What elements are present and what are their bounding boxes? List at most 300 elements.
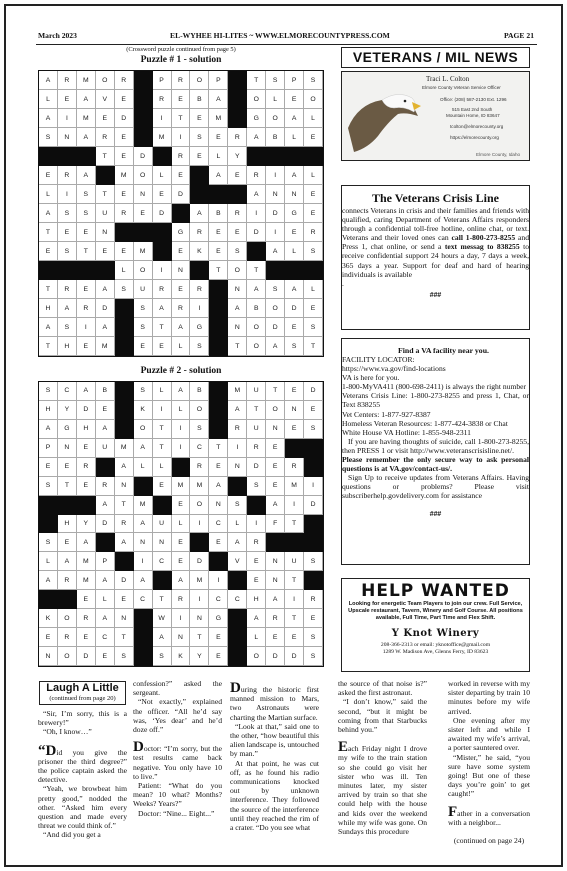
va-signup-note: Sign Up to receive updates from Veterans Affairs. Having questions or problems? Please visit subscriberhelp.govdelivery.com for assistance — [342, 473, 529, 501]
grid-cell: I — [153, 261, 172, 280]
black-square — [134, 90, 153, 109]
crisis-phone: call 1-800-273-8255 — [451, 233, 516, 243]
grid-cell: A — [77, 382, 96, 401]
grid-cell: T — [153, 439, 172, 458]
grid-cell: M — [77, 571, 96, 590]
grid-cell: E — [115, 128, 134, 147]
grid-cell: T — [115, 628, 134, 647]
va-facility-line: FACILITY LOCATOR: — [342, 355, 415, 364]
grid-cell: M — [96, 337, 115, 356]
grid-cell: A — [190, 204, 209, 223]
black-square — [58, 261, 77, 280]
black-square — [209, 318, 228, 337]
black-square — [96, 533, 115, 552]
grid-cell: A — [285, 280, 304, 299]
grid-cell: L — [285, 242, 304, 261]
grid-cell: M — [115, 166, 134, 185]
grid-cell: E — [96, 647, 115, 666]
continued-note: (continued on page 24) — [453, 836, 525, 846]
black-square — [209, 185, 228, 204]
grid-cell: R — [266, 609, 285, 628]
black-square — [304, 533, 323, 552]
grid-cell: K — [134, 401, 153, 420]
grid-cell: I — [153, 109, 172, 128]
grid-cell: H — [39, 299, 58, 318]
grid-cell: E — [304, 299, 323, 318]
va-facility-box — [341, 338, 530, 565]
black-square — [247, 242, 266, 261]
grid-cell: R — [58, 571, 77, 590]
grid-cell: E — [209, 128, 228, 147]
joke-brewery-reply: “Oh, I know…” — [43, 727, 92, 737]
black-square — [209, 420, 228, 439]
grid-cell: R — [77, 458, 96, 477]
grid-cell: I — [209, 571, 228, 590]
grid-cell: R — [247, 533, 266, 552]
grid-cell: Y — [190, 647, 209, 666]
black-square — [209, 337, 228, 356]
grid-cell: E — [304, 128, 323, 147]
grid-cell: Y — [58, 401, 77, 420]
grid-cell: A — [96, 318, 115, 337]
black-square — [285, 147, 304, 166]
dropcap-d: “D — [38, 742, 57, 759]
grid-cell: E — [228, 223, 247, 242]
grid-cell: N — [39, 647, 58, 666]
grid-cell: S — [304, 318, 323, 337]
joke-detective-1: id you give the prisoner the third degree?” the police captain asked the detective. — [38, 747, 127, 785]
grid-cell: A — [39, 318, 58, 337]
winery-address: 1289 W. Madison Ave, Glenns Ferry, ID 83623 — [382, 648, 489, 655]
grid-cell: O — [58, 647, 77, 666]
grid-cell: A — [209, 90, 228, 109]
grid-cell: D — [266, 204, 285, 223]
grid-cell: E — [209, 458, 228, 477]
black-square — [209, 299, 228, 318]
grid-cell: D — [77, 401, 96, 420]
joke-train-1: ach Friday night I drove my wife to the train station so she could go visit her sister who was ill. Ten minutes later, my sister arrived by train so that she could help with the house and kids over the weekend while my wife was gone. On Sundays this procedure — [338, 744, 427, 837]
grid-cell: E — [134, 337, 153, 356]
grid-cell: A — [153, 628, 172, 647]
grid-cell: R — [190, 223, 209, 242]
grid-cell: S — [304, 628, 323, 647]
grid-cell: N — [58, 439, 77, 458]
grid-cell: I — [190, 515, 209, 534]
grid-cell: A — [39, 109, 58, 128]
va-end-mark: ### — [429, 508, 442, 518]
grid-cell: E — [209, 647, 228, 666]
grid-cell: L — [304, 109, 323, 128]
grid-cell: E — [285, 628, 304, 647]
grid-cell: O — [190, 496, 209, 515]
grid-cell: R — [247, 439, 266, 458]
grid-cell: S — [153, 647, 172, 666]
grid-cell: R — [153, 280, 172, 299]
black-square — [39, 147, 58, 166]
grid-cell: R — [96, 128, 115, 147]
grid-cell: A — [77, 128, 96, 147]
va-facility-lines — [342, 355, 529, 455]
grid-cell: E — [153, 477, 172, 496]
grid-cell: E — [285, 223, 304, 242]
joke-train-4: “Mister,” he said, “you sure have some system going! But one of these days you’re goin’ to get caught!” — [448, 752, 530, 799]
grid-cell: G — [58, 420, 77, 439]
black-square — [228, 109, 247, 128]
black-square — [228, 571, 247, 590]
va-secure-note: Please remember the only secure way to ask personal questions is at VA.gov/contact-us/. — [342, 455, 529, 474]
grid-cell: N — [228, 318, 247, 337]
grid-cell: E — [285, 90, 304, 109]
grid-cell: E — [134, 204, 153, 223]
grid-cell: L — [115, 261, 134, 280]
grid-cell: S — [285, 337, 304, 356]
grid-cell: I — [172, 420, 191, 439]
grid-cell: N — [115, 609, 134, 628]
grid-cell: D — [115, 109, 134, 128]
grid-cell: I — [228, 439, 247, 458]
black-square — [228, 90, 247, 109]
grid-cell: E — [209, 628, 228, 647]
grid-cell: A — [39, 71, 58, 90]
grid-cell: V — [228, 552, 247, 571]
grid-cell: T — [247, 401, 266, 420]
grid-cell: T — [285, 609, 304, 628]
joke-detective-2: “Yeah, we browbeat him pretty good,” nodded the other. “Asked him every question and made every threat we could think of.” — [38, 784, 127, 831]
grid-cell: G — [209, 609, 228, 628]
black-square — [134, 628, 153, 647]
joke-mars-2: “Look at that,” said one to the other, “how beautiful this alien landscape is, untouched by man.” — [230, 721, 319, 759]
grid-cell: S — [77, 204, 96, 223]
black-square — [228, 71, 247, 90]
officer-website[interactable]: https://elmorecounty.org — [450, 135, 499, 140]
grid-cell: M — [228, 382, 247, 401]
grid-cell: T — [153, 318, 172, 337]
grid-cell: R — [115, 515, 134, 534]
joke-mars-4: the source of that noise is?” asked the first astronaut. — [338, 679, 427, 698]
officer-email[interactable]: tcolton@elmorecounty.org — [450, 124, 504, 129]
grid-cell: B — [209, 204, 228, 223]
va-facility-line: Vet Centers: 1-877-927-8387 — [342, 409, 431, 419]
grid-cell: D — [115, 571, 134, 590]
black-square — [209, 401, 228, 420]
grid-cell: U — [96, 204, 115, 223]
grid-cell: E — [266, 477, 285, 496]
grid-cell: S — [58, 242, 77, 261]
grid-cell: E — [266, 628, 285, 647]
joke-mars-3: At that point, he was cut off, as he found his radio communications knocked out by unknown interference. They followed the source of the interference until they reached the rim of a crater. “Do you see what — [230, 758, 319, 833]
joke-father-1: ather in a conversation with a neighbor... — [448, 808, 530, 827]
grid-cell: C — [209, 590, 228, 609]
black-square — [115, 318, 134, 337]
grid-cell: D — [304, 382, 323, 401]
grid-cell: H — [247, 590, 266, 609]
grid-cell: E — [172, 90, 191, 109]
grid-cell: D — [266, 318, 285, 337]
grid-cell: B — [266, 128, 285, 147]
grid-cell: E — [228, 166, 247, 185]
grid-cell: E — [172, 533, 191, 552]
black-square — [209, 552, 228, 571]
grid-cell: L — [172, 337, 191, 356]
black-square — [304, 458, 323, 477]
grid-cell: E — [77, 628, 96, 647]
grid-cell: S — [134, 318, 153, 337]
grid-cell: E — [96, 401, 115, 420]
dropcap-d-2: D — [133, 739, 144, 756]
grid-cell: I — [247, 204, 266, 223]
grid-cell: L — [247, 628, 266, 647]
black-square — [247, 496, 266, 515]
grid-cell: R — [77, 609, 96, 628]
joke-detective-4: confession?” asked the sergeant. — [133, 679, 222, 698]
grid-cell: E — [77, 223, 96, 242]
grid-cell: E — [190, 147, 209, 166]
grid-cell: S — [228, 242, 247, 261]
va-facility-line: If you are having thoughts of suicide, call 1-800-273-8255, then PRESS 1 or visit http://www.veteranscrisisline.net/. — [342, 436, 529, 455]
grid-cell: U — [247, 382, 266, 401]
black-square — [172, 458, 191, 477]
grid-cell: T — [39, 280, 58, 299]
black-square — [153, 496, 172, 515]
grid-cell: L — [39, 90, 58, 109]
grid-cell: T — [209, 261, 228, 280]
veterans-banner-title: VETERANS / MIL NEWS — [352, 49, 519, 65]
grid-cell: A — [39, 204, 58, 223]
officer-name: Traci L. Colton — [426, 75, 470, 83]
grid-cell: E — [209, 242, 228, 261]
grid-cell: R — [58, 628, 77, 647]
grid-cell: D — [304, 496, 323, 515]
dropcap-e: E — [338, 739, 349, 756]
va-facility-title: Find a VA facility near you. — [398, 346, 489, 355]
grid-cell: E — [115, 90, 134, 109]
grid-cell: E — [115, 590, 134, 609]
grid-cell: I — [247, 515, 266, 534]
grid-cell: E — [77, 337, 96, 356]
grid-cell: E — [77, 439, 96, 458]
grid-cell: A — [266, 337, 285, 356]
grid-cell: E — [209, 533, 228, 552]
grid-cell: N — [266, 420, 285, 439]
grid-cell: A — [209, 166, 228, 185]
grid-cell: C — [96, 628, 115, 647]
grid-cell: E — [172, 166, 191, 185]
grid-cell: E — [39, 242, 58, 261]
grid-cell: E — [304, 185, 323, 204]
grid-cell: N — [58, 128, 77, 147]
laugh-column-1 — [38, 709, 127, 840]
grid-cell: O — [247, 90, 266, 109]
grid-cell: R — [228, 204, 247, 223]
grid-cell: T — [58, 477, 77, 496]
black-square — [285, 439, 304, 458]
grid-cell: D — [247, 223, 266, 242]
grid-cell: T — [153, 420, 172, 439]
grid-cell: A — [247, 609, 266, 628]
header-rule — [36, 44, 537, 45]
grid-cell: R — [153, 90, 172, 109]
grid-cell: E — [172, 280, 191, 299]
grid-cell: A — [96, 280, 115, 299]
grid-cell: G — [285, 204, 304, 223]
grid-cell: R — [228, 128, 247, 147]
grid-cell: R — [172, 590, 191, 609]
grid-cell: I — [172, 439, 191, 458]
dropcap-f: F — [448, 803, 458, 820]
grid-cell: S — [304, 552, 323, 571]
grid-cell: O — [266, 299, 285, 318]
grid-cell: M — [285, 477, 304, 496]
grid-cell: L — [304, 166, 323, 185]
grid-cell: O — [247, 647, 266, 666]
grid-cell: T — [247, 71, 266, 90]
grid-cell: E — [172, 552, 191, 571]
black-square — [134, 609, 153, 628]
grid-cell: W — [153, 609, 172, 628]
grid-cell: H — [58, 337, 77, 356]
grid-cell: A — [77, 533, 96, 552]
publication-title: EL-WYHEE HI-LITES ~ WWW.ELMORECOUNTYPRESS.COM — [170, 31, 390, 40]
grid-cell: M — [77, 552, 96, 571]
va-facility-line: 1-800-MyVA411 (800-698-2411) is always the right number — [342, 382, 527, 392]
black-square — [153, 147, 172, 166]
grid-cell: A — [266, 496, 285, 515]
grid-cell: T — [285, 571, 304, 590]
grid-cell: S — [58, 204, 77, 223]
grid-cell: B — [190, 382, 209, 401]
black-square — [39, 261, 58, 280]
laugh-column-5 — [448, 679, 530, 845]
black-square — [134, 71, 153, 90]
black-square — [190, 185, 209, 204]
grid-cell: M — [209, 109, 228, 128]
grid-cell: R — [115, 71, 134, 90]
grid-cell: A — [228, 533, 247, 552]
grid-cell: E — [77, 590, 96, 609]
grid-cell: S — [304, 71, 323, 90]
grid-cell: A — [266, 242, 285, 261]
grid-cell: D — [285, 299, 304, 318]
grid-cell: D — [190, 552, 209, 571]
grid-cell: A — [153, 299, 172, 318]
grid-cell: E — [39, 166, 58, 185]
black-square — [190, 166, 209, 185]
grid-cell: N — [190, 609, 209, 628]
grid-cell: N — [285, 185, 304, 204]
grid-cell: A — [77, 166, 96, 185]
crossword-continued-note: (Crossword puzzle continued from page 5) — [126, 46, 236, 53]
help-wanted-ad — [341, 578, 530, 672]
laugh-column-3 — [230, 680, 319, 833]
crisis-body-1: connects Veterans in crisis and their families and friends with qualified, caring Department of Veterans Affairs responders through a confidential toll-free hotline, online chat, or text. Veterans and their loved ones can — [342, 206, 529, 243]
grid-cell: A — [134, 439, 153, 458]
grid-cell: E — [96, 242, 115, 261]
black-square — [134, 128, 153, 147]
grid-cell: K — [172, 647, 191, 666]
grid-cell: I — [58, 185, 77, 204]
grid-cell: S — [304, 420, 323, 439]
officer-role: Elmore County Veteran Service Officer — [422, 85, 501, 90]
black-square — [39, 496, 58, 515]
grid-cell: R — [58, 280, 77, 299]
grid-cell: S — [228, 496, 247, 515]
grid-cell: N — [172, 261, 191, 280]
grid-cell: T — [209, 439, 228, 458]
grid-cell: S — [304, 647, 323, 666]
grid-cell: N — [228, 458, 247, 477]
black-square — [115, 401, 134, 420]
grid-cell: S — [134, 299, 153, 318]
grid-cell: S — [115, 647, 134, 666]
grid-cell: L — [39, 552, 58, 571]
grid-cell: M — [134, 496, 153, 515]
laugh-header-box — [39, 681, 126, 705]
black-square — [304, 571, 323, 590]
black-square — [58, 147, 77, 166]
grid-cell: O — [247, 337, 266, 356]
grid-cell: P — [96, 552, 115, 571]
grid-cell: N — [153, 533, 172, 552]
grid-cell: M — [172, 477, 191, 496]
grid-cell: B — [96, 382, 115, 401]
grid-cell: A — [247, 185, 266, 204]
grid-cell: A — [134, 515, 153, 534]
grid-cell: A — [58, 552, 77, 571]
crisis-end-mark: ### — [429, 289, 442, 299]
grid-cell: T — [39, 337, 58, 356]
crisis-line-title: The Veterans Crisis Line — [371, 191, 499, 205]
black-square — [228, 628, 247, 647]
grid-cell: L — [153, 382, 172, 401]
grid-cell: L — [153, 458, 172, 477]
grid-cell: T — [266, 382, 285, 401]
black-square — [172, 204, 191, 223]
black-square — [153, 571, 172, 590]
grid-cell: S — [58, 318, 77, 337]
grid-cell: C — [190, 439, 209, 458]
grid-cell: N — [209, 496, 228, 515]
grid-cell: R — [58, 71, 77, 90]
grid-cell: E — [209, 223, 228, 242]
va-facility-line: Homeless Veteran Resources: 1-877-424-3838 or Chat — [342, 418, 508, 428]
winery-contact: 208-366-2313 or email: yknotoffice@gmail.com — [380, 641, 491, 648]
crisis-text-number: text messag to 838255 — [444, 242, 520, 252]
grid-cell: F — [266, 515, 285, 534]
winery-brand: Y Knot Winery — [391, 627, 480, 639]
black-square — [266, 533, 285, 552]
puzzle-2-grid — [38, 381, 324, 667]
grid-cell: N — [285, 401, 304, 420]
laugh-subtitle: (continued from page 20) — [49, 695, 116, 702]
grid-cell: P — [39, 439, 58, 458]
officer-address-2: Mountain Home, ID 83647 — [446, 113, 500, 118]
grid-cell: A — [96, 496, 115, 515]
grid-cell: O — [190, 401, 209, 420]
grid-cell: T — [77, 242, 96, 261]
joke-doctor-2: Patient: “What do you mean? 10 what? Months? Weeks? Years?” — [133, 781, 222, 809]
grid-cell: Y — [228, 147, 247, 166]
page-number: PAGE 21 — [503, 31, 534, 40]
grid-cell: I — [77, 318, 96, 337]
grid-cell: D — [172, 185, 191, 204]
black-square — [134, 647, 153, 666]
grid-cell: S — [190, 128, 209, 147]
grid-cell: Y — [77, 515, 96, 534]
grid-cell: N — [134, 533, 153, 552]
grid-cell: A — [228, 401, 247, 420]
grid-cell: M — [153, 128, 172, 147]
black-square — [228, 477, 247, 496]
